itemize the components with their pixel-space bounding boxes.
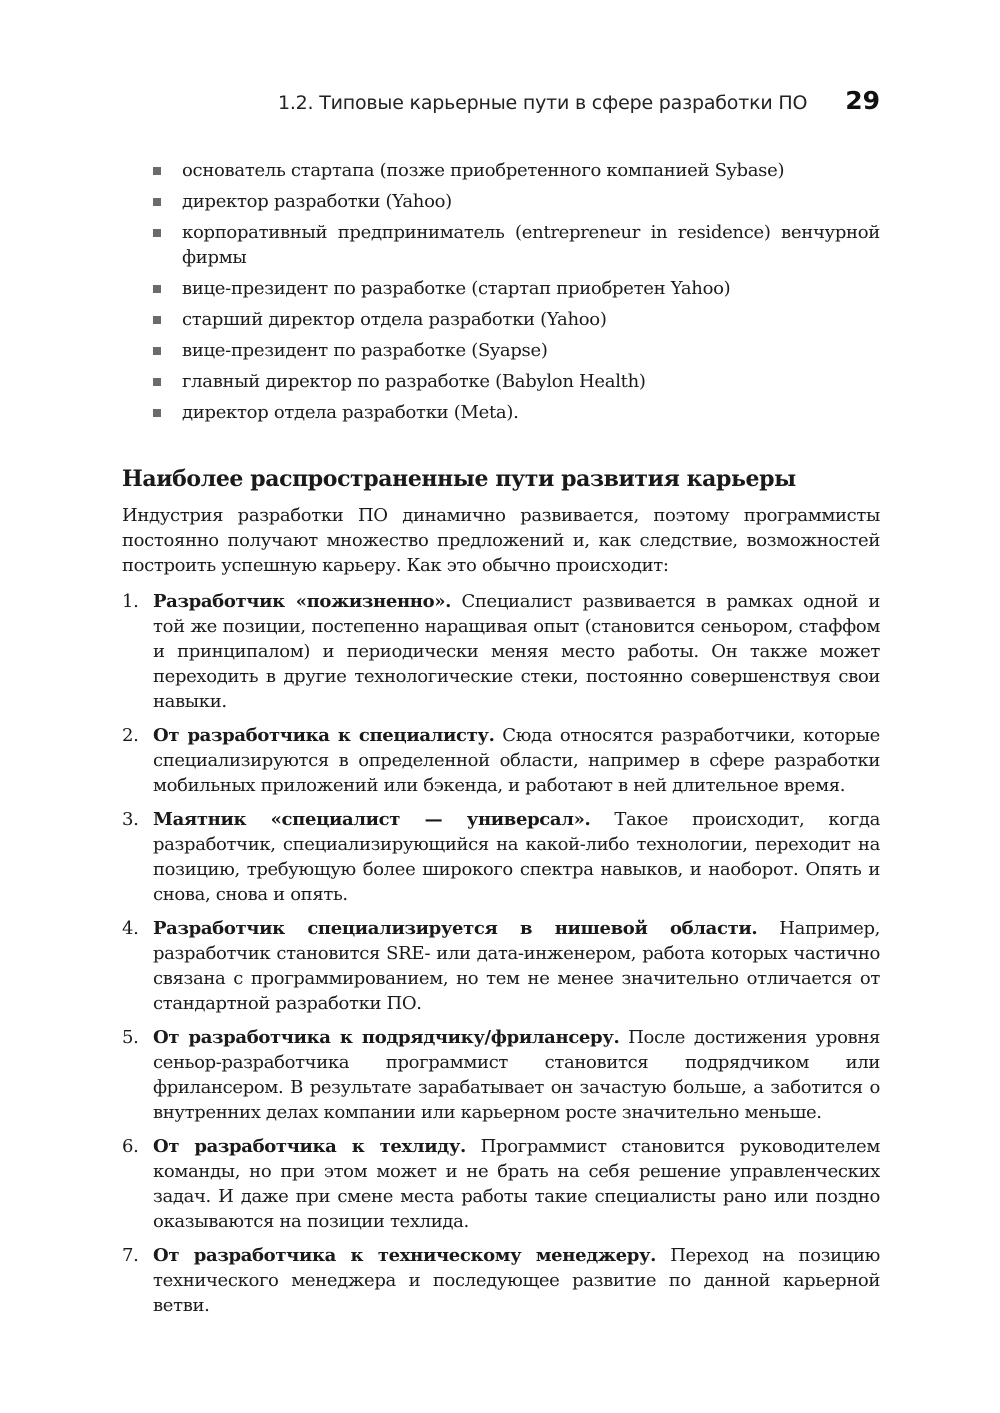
bullet-text: корпоративный предприниматель (entrepreneur in residence) венчурной фирмы bbox=[182, 222, 880, 268]
item-lead: От разработчика к техническому менеджеру. bbox=[153, 1245, 657, 1266]
bullet-text: главный директор по разработке (Babylon Health) bbox=[182, 371, 646, 392]
item-lead: От разработчика к специалисту. bbox=[153, 725, 495, 746]
item-number: 2. bbox=[122, 725, 139, 746]
bullet-item bbox=[122, 158, 880, 183]
intro-paragraph: Индустрия разработки ПО динамично развивается, поэтому программисты постоянно получают множество предложений и, как следствие, возможностей построить успешную карьеру. Как это обычно происходит: bbox=[122, 505, 880, 576]
bullet-text: вице-президент по разработке (Syapse) bbox=[182, 340, 548, 361]
item-text: Например, разработчик становится SRE- или дата-инженером, работа которых частично связана с программированием, но тем не менее значительно отличается от стандартной разработки ПО. bbox=[153, 918, 880, 1014]
page-header bbox=[122, 86, 880, 120]
item-text: После достижения уровня сеньор-разработчика программист становится подрядчиком или фрилансером. В результате зарабатывает он зачастую больше, а заботится о внутренних делах компании или карьерном росте значительно меньше. bbox=[153, 1027, 880, 1123]
bullet-item bbox=[122, 220, 880, 270]
career-path-item bbox=[122, 807, 880, 907]
square-bullet-icon bbox=[153, 167, 161, 175]
bullet-item bbox=[122, 338, 880, 363]
career-path-item bbox=[122, 916, 880, 1016]
career-path-item bbox=[122, 589, 880, 714]
square-bullet-icon bbox=[153, 378, 161, 386]
item-number: 3. bbox=[122, 809, 139, 830]
bullet-list bbox=[122, 158, 880, 425]
square-bullet-icon bbox=[153, 198, 161, 206]
bullet-text: старший директор отдела разработки (Yahoo) bbox=[182, 309, 607, 330]
item-text: Программист становится руководителем команды, но при этом может и не брать на себя решение управленческих задач. И даже при смене места работы такие специалисты рано или поздно оказываются на позиции техлида. bbox=[153, 1136, 880, 1232]
square-bullet-icon bbox=[153, 409, 161, 417]
career-path-item bbox=[122, 1025, 880, 1125]
bullet-text: основатель стартапа (позже приобретенного компанией Sybase) bbox=[182, 160, 785, 181]
career-path-item bbox=[122, 723, 880, 798]
bullet-item bbox=[122, 307, 880, 332]
bullet-item bbox=[122, 400, 880, 425]
item-lead: Разработчик специализируется в нишевой области. bbox=[153, 918, 758, 939]
bullet-item bbox=[122, 369, 880, 394]
item-number: 1. bbox=[122, 591, 139, 612]
item-number: 6. bbox=[122, 1136, 139, 1157]
section-heading: Наиболее распространенные пути развития карьеры bbox=[122, 466, 796, 492]
career-paths-list bbox=[122, 589, 880, 1318]
item-lead: От разработчика к подрядчику/фрилансеру. bbox=[153, 1027, 620, 1048]
career-path-item bbox=[122, 1134, 880, 1234]
item-text: Такое происходит, когда разработчик, специализирующийся на какой-либо технологии, переходит на позицию, требующую более широкого спектра навыков, и наоборот. Опять и снова, снова и опять. bbox=[153, 809, 880, 905]
item-text: Сюда относятся разработчики, которые специализируются в определенной области, например в сфере разработки мобильных приложений или бэкенда, и работают в ней длительное время. bbox=[153, 725, 880, 796]
bullet-item bbox=[122, 276, 880, 301]
square-bullet-icon bbox=[153, 229, 161, 237]
bullet-text: вице-президент по разработке (стартап приобретен Yahoo) bbox=[182, 278, 731, 299]
square-bullet-icon bbox=[153, 347, 161, 355]
square-bullet-icon bbox=[153, 316, 161, 324]
item-lead: От разработчика к техлиду. bbox=[153, 1136, 466, 1157]
item-number: 4. bbox=[122, 918, 139, 939]
item-number: 5. bbox=[122, 1027, 139, 1048]
bullet-item bbox=[122, 189, 880, 214]
item-number: 7. bbox=[122, 1245, 139, 1266]
item-text: Специалист развивается в рамках одной и той же позиции, постепенно наращивая опыт (становится сеньором, стаффом и принципалом) и периодически меняя место работы. Он также может переходить в другие технологические стеки, постоянно совершенствуя свои навыки. bbox=[153, 591, 880, 712]
bullet-text: директор разработки (Yahoo) bbox=[182, 191, 452, 212]
item-lead: Разработчик «пожизненно». bbox=[153, 591, 452, 612]
item-lead: Маятник «специалист — универсал». bbox=[153, 809, 591, 830]
bullet-text: директор отдела разработки (Meta). bbox=[182, 402, 519, 423]
page-number: 29 bbox=[845, 86, 880, 115]
square-bullet-icon bbox=[153, 285, 161, 293]
running-title: 1.2. Типовые карьерные пути в сфере разработки ПО bbox=[277, 92, 808, 114]
item-text: Переход на позицию технического менеджера и последующее развитие по данной карьерной ветви. bbox=[153, 1245, 881, 1316]
page-content bbox=[122, 158, 880, 1327]
career-path-item bbox=[122, 1243, 880, 1318]
